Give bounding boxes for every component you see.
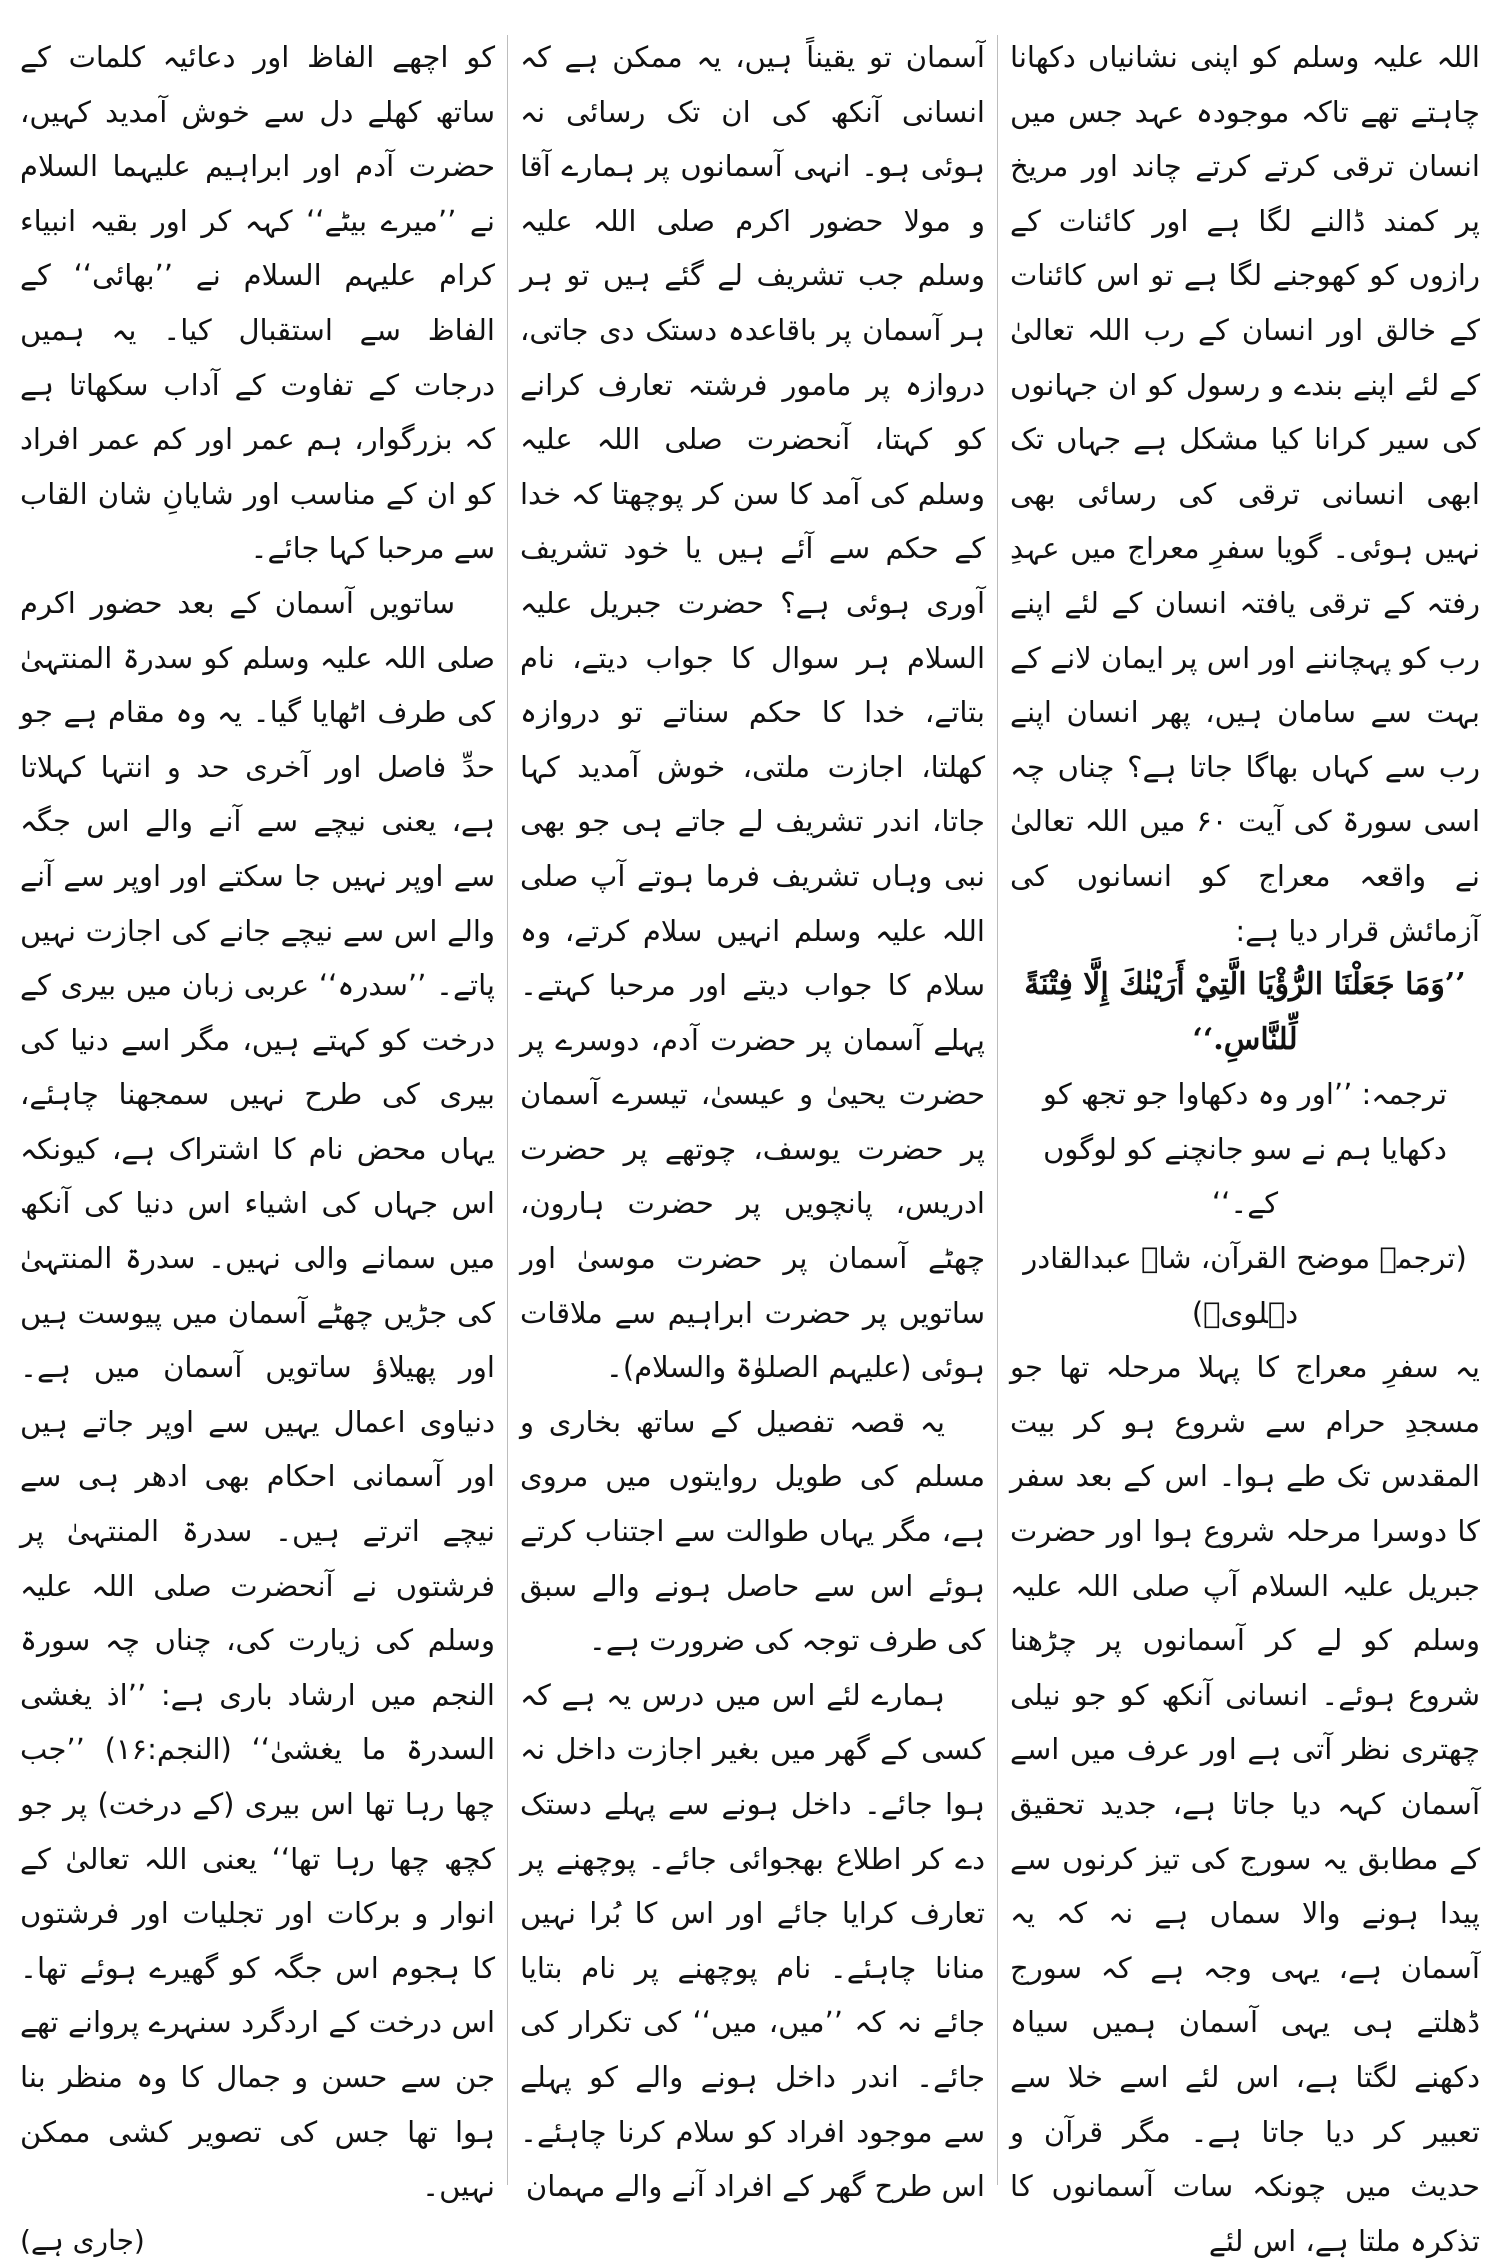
column-divider xyxy=(997,35,998,2185)
paragraph: کو اچھے الفاظ اور دعائیہ کلمات کے ساتھ کھلے دل سے خوش آمدید کہیں، حضرت آدم اور ابراہیم علیہما السلام نے ’’میرے بیٹے‘‘ کہہ کر اور بقیہ انبیاء کرام علیہم السلام نے ’’بھائی‘‘ کے الفاظ سے استقبال کیا۔ یہ ہمیں درجات کے تفاوت کے آداب سکھاتا ہے کہ بزرگوار، ہم عمر اور کم عمر افراد کو ان کے مناسب اور شایانِ شان القاب سے مرحبا کہا جائے۔ xyxy=(20,40,495,566)
column-divider xyxy=(507,35,508,2185)
verse-translation: ترجمہ: ’’اور وہ دکھاوا جو تجھ کو دکھایا ہم نے سو جانچنے کو لوگوں کے۔‘‘ xyxy=(1042,1077,1448,1221)
column-right xyxy=(1010,30,1481,2258)
paragraph: یہ سفرِ معراج کا پہلا مرحلہ تھا جو مسجدِ حرام سے شروع ہو کر بیت المقدس تک طے ہوا۔ اس کے بعد سفر کا دوسرا مرحلہ شروع ہوا اور حضرت جبریل علیہ السلام آپ صلی اللہ علیہ وسلم کو لے کر آسمانوں پر چڑھنا شروع ہوئے۔ انسانی آنکھ کو جو نیلی چھتری نظر آتی ہے اور عرف میں اسے آسمان کہہ دیا جاتا ہے، جدید تحقیق کے مطابق یہ سورج کی تیز کرنوں سے پیدا ہونے والا سماں ہے نہ کہ یہ آسمان ہے، یہی وجہ ہے کہ سورج ڈھلتے ہی یہی آسمان ہمیں سیاہ دکھنے لگتا ہے، اس لئے اسے خلا سے تعبیر کر دیا جاتا ہے۔ مگر قرآن و حدیث میں چونکہ سات آسمانوں کا تذکرہ ملتا ہے، اس لئے xyxy=(1010,1350,1480,2258)
quran-verse: ’’وَمَا جَعَلْنَا الرُّؤْيَا الَّتِيْ أَرَيْنٰكَ إِلَّا فِتْنَةً لِّلنَّاسِ.‘‘ xyxy=(1024,967,1466,1057)
paragraph: آسمان تو یقیناً ہیں، یہ ممکن ہے کہ انسانی آنکھ کی ان تک رسائی نہ ہوئی ہو۔ انہی آسمانوں پر ہمارے آقا و مولا حضور اکرم صلی اللہ علیہ وسلم جب تشریف لے گئے ہیں تو ہر ہر آسمان پر باقاعدہ دستک دی جاتی، دروازہ پر مامور فرشتہ تعارف کرانے کو کہتا، آنحضرت صلی اللہ علیہ وسلم کی آمد کا سن کر پوچھتا کہ خدا کے حکم سے آئے ہیں یا خود تشریف آوری ہوئی ہے؟ حضرت جبریل علیہ السلام ہر سوال کا جواب دیتے، نام بتاتے، خدا کا حکم سناتے تو دروازہ کھلتا، اجازت ملتی، خوش آمدید کہا جاتا، اندر تشریف لے جاتے ہی جو بھی نبی وہاں تشریف فرما ہوتے آپ صلی اللہ علیہ وسلم انہیں سلام کرتے، وہ سلام کا جواب دیتے اور مرحبا کہتے۔ پہلے آسمان پر حضرت آدم، دوسرے پر حضرت یحییٰ و عیسیٰ، تیسرے آسمان پر حضرت یوسف، چوتھے پر حضرت ادریس، پانچویں پر حضرت ہارون، چھٹے آسمان پر حضرت موسیٰ اور ساتویں پر حضرت ابراہیم سے ملاقات ہوئی (علیہم الصلوٰۃ والسلام)۔ xyxy=(520,40,985,1385)
paragraph: اللہ علیہ وسلم کو اپنی نشانیاں دکھانا چاہتے تھے تاکہ موجودہ عہد جس میں انسان ترقی کرتے کرتے چاند اور مریخ پر کمند ڈالنے لگا ہے اور کائنات کے رازوں کو کھوجنے لگا ہے تو اس کائنات کے خالق اور انسان کے رب اللہ تعالیٰ کے لئے اپنے بندے و رسول کو ان جہانوں کی سیر کرانا کیا مشکل ہے جہاں تک ابھی انسانی ترقی کی رسائی بھی نہیں ہوئی۔ گویا سفرِ معراج میں عہدِ رفتہ کے ترقی یافتہ انسان کے لئے اپنے رب کو پہچاننے اور اس پر ایمان لانے کے بہت سے سامان ہیں، پھر انسان اپنے رب سے کہاں بھاگا جاتا ہے؟ چناں چہ اسی سورۃ کی آیت ۶۰ میں اللہ تعالیٰ نے واقعہ معراج کو انسانوں کی آزمائش قرار دیا ہے: xyxy=(1010,40,1481,948)
paragraph: یہ قصہ تفصیل کے ساتھ بخاری و مسلم کی طویل روایتوں میں مروی ہے، مگر یہاں طوالت سے اجتناب کرتے ہوئے اس سے حاصل ہونے والے سبق کی طرف توجہ کی ضرورت ہے۔ xyxy=(520,1404,985,1658)
column-middle xyxy=(520,30,985,2204)
translation-reference: (ترجمہ موضح القرآن، شاہ عبدالقادر دہلویؒ) xyxy=(1023,1241,1467,1330)
continued-note: (جاری ہے) xyxy=(20,2223,145,2257)
paragraph: ہمارے لئے اس میں درس یہ ہے کہ کسی کے گھر میں بغیر اجازت داخل نہ ہوا جائے۔ داخل ہونے سے پہلے دستک دے کر اطلاع بھجوائی جائے۔ پوچھنے پر تعارف کرایا جائے اور اس کا بُرا نہیں منانا چاہئے۔ نام پوچھنے پر نام بتایا جائے نہ کہ ’’میں، میں‘‘ کی تکرار کی جائے۔ اندر داخل ہونے والے کو پہلے سے موجود افراد کو سلام کرنا چاہئے۔ اس طرح گھر کے افراد آنے والے مہمان xyxy=(520,1677,985,2204)
column-left xyxy=(20,30,496,2257)
paragraph: ساتویں آسمان کے بعد حضور اکرم صلی اللہ علیہ وسلم کو سدرۃ المنتہیٰ کی طرف اٹھایا گیا۔ یہ وہ مقام ہے جو حدِّ فاصل اور آخری حد و انتہا کہلاتا ہے، یعنی نیچے سے آنے والے اس جگہ سے اوپر نہیں جا سکتے اور اوپر سے آنے والے اس سے نیچے جانے کی اجازت نہیں پاتے۔ ’’سدرہ‘‘ عربی زبان میں بیری کے درخت کو کہتے ہیں، مگر اسے دنیا کی بیری کی طرح نہیں سمجھنا چاہئے، یہاں محض نام کا اشتراک ہے، کیونکہ اس جہاں کی اشیاء اس دنیا کی آنکھ میں سمانے والی نہیں۔ سدرۃ المنتہیٰ کی جڑیں چھٹے آسمان میں پیوست ہیں اور پھیلاؤ ساتویں آسمان میں ہے۔ دنیاوی اعمال یہیں سے اوپر جاتے ہیں اور آسمانی احکام بھی ادھر ہی سے نیچے اترتے ہیں۔ سدرۃ المنتہیٰ پر فرشتوں نے آنحضرت صلی اللہ علیہ وسلم کی زیارت کی، چناں چہ سورۃ النجم میں ارشاد باری ہے: ’’اذ یغشی السدرۃ ما یغشیٰ‘‘ (النجم:۱۶) ’’جب چھا رہا تھا اس بیری (کے درخت) پر جو کچھ چھا رہا تھا‘‘ یعنی اللہ تعالیٰ کے انوار و برکات اور تجلیات اور فرشتوں کا ہجوم اس جگہ کو گھیرے ہوئے تھا۔ اس درخت کے اردگرد سنہرے پروانے تھے جن سے حسن و جمال کا وہ منظر بنا ہوا تھا جس کی تصویر کشی ممکن نہیں۔ xyxy=(20,585,496,2204)
